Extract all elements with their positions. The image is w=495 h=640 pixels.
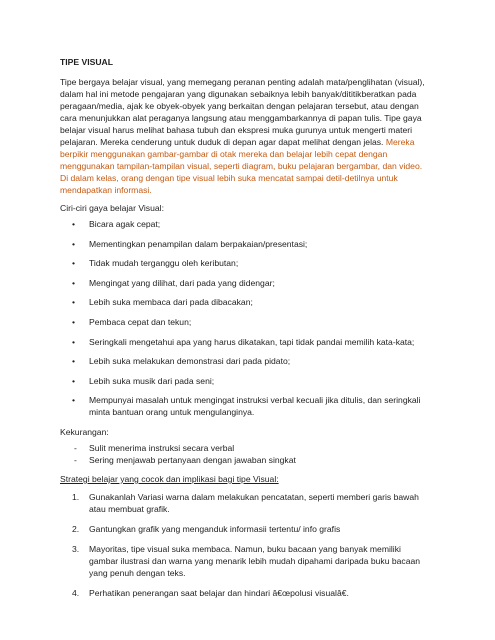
list-item-text: Sering menjawab pertanyaan dengan jawaban singkat <box>89 454 296 465</box>
page-title: TIPE VISUAL <box>60 57 114 67</box>
bullet-icon: • <box>72 258 76 269</box>
bullet-icon: • <box>72 238 76 249</box>
kekurangan-list <box>60 442 432 466</box>
list-item <box>60 238 432 250</box>
bullet-icon: • <box>72 297 76 308</box>
list-item-text: Gantungkan grafik yang menganduk informasii tertentu/ info grafis <box>89 523 341 534</box>
bullet-icon: • <box>72 356 76 367</box>
ciri-list <box>60 218 432 418</box>
strategi-list <box>60 491 432 599</box>
list-item <box>60 454 432 466</box>
ciri-heading: Ciri-ciri gaya belajar Visual: <box>60 203 164 213</box>
list-item <box>60 218 432 230</box>
list-number: 4. <box>72 587 80 598</box>
list-item-text: Lebih suka membaca dari pada dibacakan; <box>89 297 253 308</box>
list-item-text: Lebih suka melakukan demonstrasi dari pada pidato; <box>89 356 291 367</box>
list-item <box>60 523 432 535</box>
list-item-text: Tidak mudah terganggu oleh keributan; <box>89 258 239 269</box>
list-item-text: Mempunyai masalah untuk mengingat instruksi verbal kecuali jika ditulis, dan seringkali minta bantuan orang untuk mengulanginya. <box>89 395 421 418</box>
list-item <box>60 543 432 579</box>
intro-text: Tipe bergaya belajar visual, yang memegang peranan penting adalah mata/penglihatan (visual), dalam hal ini metode pengajaran yang digunakan sebaiknya lebih banyak/dititikberatkan pada peragaan/media, ajak ke obyek-obyek yang berkaitan dengan pelajaran tersebut, atau dengan cara menunjukkan alat peraganya langsung atau menggambarkannya di papan tulis. Tipe gaya belajar visual harus melihat bahasa tubuh dan ekspresi muka gurunya untuk mengerti materi pelajaran. Mereka cenderung untuk duduk di depan agar dapat melihat dengan jelas. <box>60 77 425 147</box>
bullet-icon: • <box>72 316 76 327</box>
list-item-text: Mengingat yang dilihat, dari pada yang didengar; <box>89 277 275 288</box>
list-item <box>60 296 432 308</box>
list-item <box>60 277 432 289</box>
bullet-icon: • <box>72 336 76 347</box>
list-item-text: Gunakanlah Variasi warna dalam melakukan pencatatan, seperti memberi garis bawah atau membuat grafik. <box>89 491 419 514</box>
list-item-text: Mayoritas, tipe visual suka membaca. Namun, buku bacaan yang banyak memiliki gambar ilustrasi dan warna yang menarik lebih mudah dipahami daripada buku bacaan yang penuh dengan teks. <box>89 543 421 578</box>
bullet-icon: • <box>72 395 76 406</box>
list-item-text: Sulit menerima instruksi secara verbal <box>89 442 235 453</box>
intro-highlight-text: Mereka berpikir menggunakan gambar-gambar di otak mereka dan belajar lebih cepat dengan menggunakan tampilan-tampilan visual, seperti diagram, buku pelajaran bergambar, dan video. Di dalam kelas, orang dengan tipe visual lebih suka mencatat sampai detil-detilnya untuk mendapatkan informasi. <box>60 137 423 195</box>
document-page <box>60 56 432 607</box>
list-item-text: Lebih suka musik dari pada seni; <box>89 375 215 386</box>
list-number: 3. <box>72 543 80 554</box>
list-item <box>60 442 432 454</box>
bullet-icon: • <box>72 277 76 288</box>
list-item-text: Bicara agak cepat; <box>89 219 161 229</box>
dash-icon: - <box>74 442 77 453</box>
list-item-text: Mementingkan penampilan dalam berpakaian/presentasi; <box>89 238 308 249</box>
list-number: 1. <box>72 491 80 502</box>
intro-paragraph <box>60 76 432 196</box>
bullet-icon: • <box>72 375 76 386</box>
list-item <box>60 336 432 348</box>
list-item <box>60 491 432 515</box>
list-item-text: Seringkali mengetahui apa yang harus dikatakan, tapi tidak pandai memilih kata-kata; <box>89 336 415 347</box>
list-item <box>60 257 432 269</box>
list-item <box>60 316 432 328</box>
list-item-text: Perhatikan penerangan saat belajar dan hindari â€œpolusi visualâ€. <box>89 587 349 598</box>
dash-icon: - <box>74 454 77 465</box>
list-item <box>60 355 432 367</box>
list-number: 2. <box>72 523 80 534</box>
bullet-icon: • <box>72 219 76 229</box>
list-item-text: Pembaca cepat dan tekun; <box>89 316 192 327</box>
list-item <box>60 394 432 418</box>
kekurangan-heading: Kekurangan: <box>60 426 109 437</box>
strategi-heading: Strategi belajar yang cocok dan implikasi bagi tipe Visual: <box>60 473 279 484</box>
list-item <box>60 375 432 387</box>
list-item <box>60 587 432 599</box>
